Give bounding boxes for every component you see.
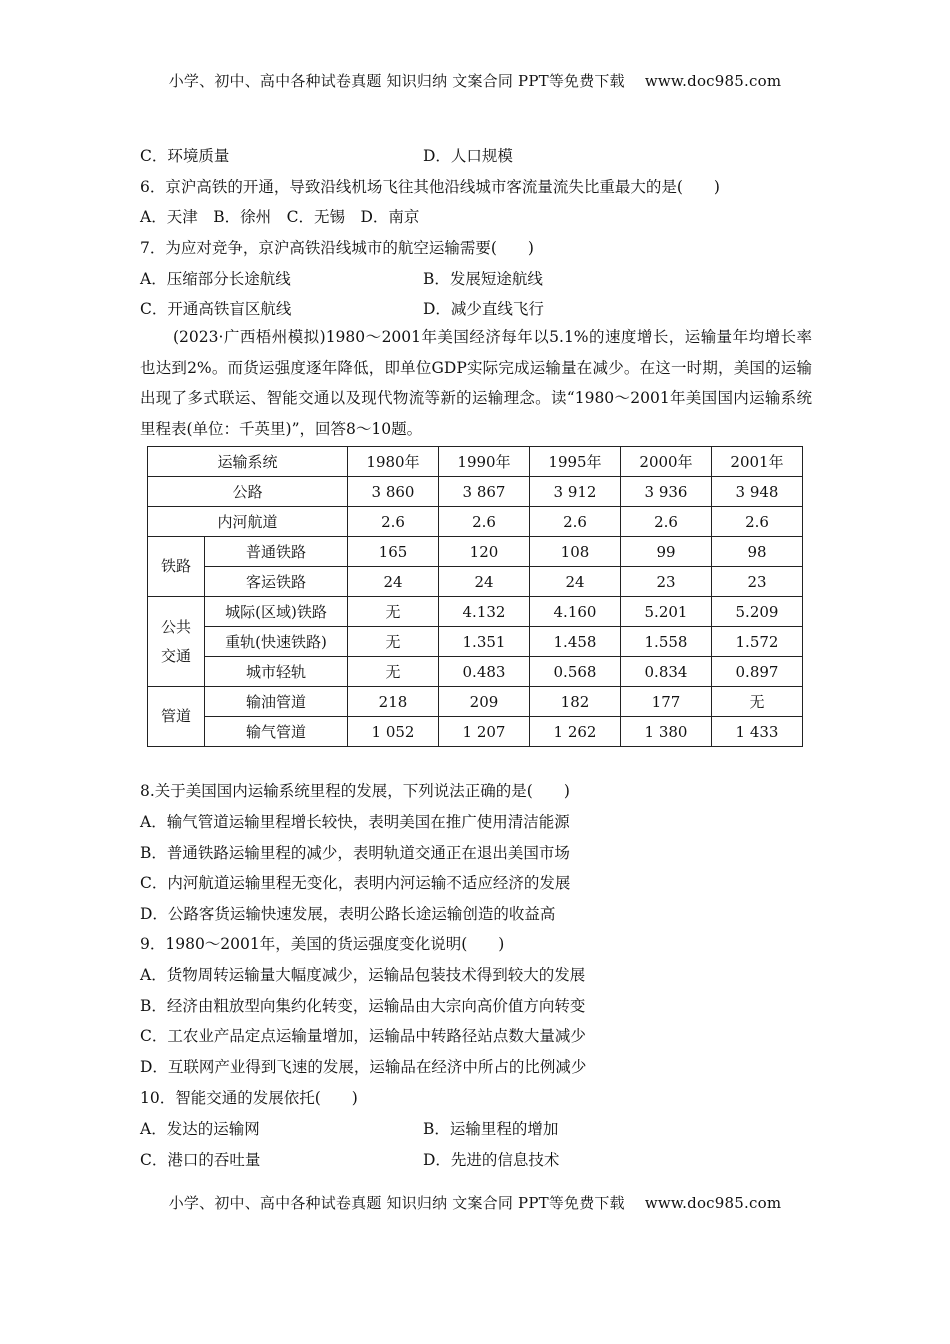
row-label: 输气管道 — [205, 717, 348, 747]
group-label — [148, 597, 205, 687]
table-row — [148, 627, 803, 657]
row-label: 公路 — [148, 477, 348, 507]
q7-option-a: A．压缩部分长途航线 — [140, 270, 291, 288]
row-label: 普通铁路 — [205, 537, 348, 567]
q9-stem: 9．1980～2001年，美国的货运强度变化说明( ) — [140, 935, 505, 953]
table-cell: 2.6 — [348, 507, 439, 537]
q10-option-b: B．运输里程的增加 — [423, 1120, 559, 1138]
row-label: 客运铁路 — [205, 567, 348, 597]
q7-option-b: B．发展短途航线 — [423, 270, 543, 288]
q6-stem: 6．京沪高铁的开通，导致沿线机场飞往其他沿线城市客流量流失比重最大的是( ) — [140, 178, 720, 196]
table-cell: 3 860 — [348, 477, 439, 507]
table-cell: 24 — [348, 567, 439, 597]
table-row — [148, 717, 803, 747]
mileage-table — [147, 446, 803, 747]
table-cell: 24 — [530, 567, 621, 597]
table-cell: 182 — [530, 687, 621, 717]
table-cell: 0.897 — [712, 657, 803, 687]
q8-option-c: C．内河航道运输里程无变化，表明内河运输不适应经济的发展 — [140, 874, 571, 892]
table-cell: 5.201 — [621, 597, 712, 627]
table-cell: 2.6 — [621, 507, 712, 537]
q9-option-d: D．互联网产业得到飞速的发展，运输品在经济中所占的比例减少 — [140, 1058, 587, 1076]
footer-text: 小学、初中、高中各种试卷真题 知识归纳 文案合同 PPT等免费下载 — [168, 1194, 625, 1212]
q10-option-c: C．港口的吞吐量 — [140, 1151, 261, 1169]
table-cell: 5.209 — [712, 597, 803, 627]
page-header — [0, 70, 950, 91]
table-cell: 3 912 — [530, 477, 621, 507]
row-label: 输油管道 — [205, 687, 348, 717]
q5-option-c: C．环境质量 — [140, 147, 230, 165]
table-row — [148, 597, 803, 627]
group-label-line1: 公共 — [160, 617, 191, 636]
table-cell: 3 948 — [712, 477, 803, 507]
row-label: 内河航道 — [148, 507, 348, 537]
table-header-cell: 1980年 — [348, 447, 439, 477]
table-cell: 1.572 — [712, 627, 803, 657]
q6-options: A．天津 B．徐州 C．无锡 D．南京 — [140, 208, 420, 226]
group-label: 铁路 — [148, 537, 205, 597]
table-cell: 4.132 — [439, 597, 530, 627]
row-label: 重轨(快速铁路) — [205, 627, 348, 657]
q10-option-a: A．发达的运输网 — [140, 1120, 260, 1138]
table-cell: 23 — [621, 567, 712, 597]
table-row — [148, 537, 803, 567]
q7-option-d: D．减少直线飞行 — [423, 300, 544, 318]
q10-stem: 10．智能交通的发展依托( ) — [140, 1089, 358, 1107]
table-row — [148, 477, 803, 507]
table-cell: 218 — [348, 687, 439, 717]
table-cell: 1.351 — [439, 627, 530, 657]
table-cell: 23 — [712, 567, 803, 597]
table-cell: 4.160 — [530, 597, 621, 627]
header-site: www.doc985.com — [644, 72, 782, 90]
q10-option-d: D．先进的信息技术 — [423, 1151, 560, 1169]
table-cell: 165 — [348, 537, 439, 567]
table-cell: 99 — [621, 537, 712, 567]
table-cell: 1 207 — [439, 717, 530, 747]
table-cell: 0.483 — [439, 657, 530, 687]
table-cell: 1 262 — [530, 717, 621, 747]
table-cell: 1.558 — [621, 627, 712, 657]
table-cell: 无 — [712, 687, 803, 717]
table-header-cell: 1990年 — [439, 447, 530, 477]
table-cell: 98 — [712, 537, 803, 567]
table-header-cell: 2000年 — [621, 447, 712, 477]
passage — [140, 322, 812, 444]
header-text: 小学、初中、高中各种试卷真题 知识归纳 文案合同 PPT等免费下载 — [168, 72, 625, 90]
table-row — [148, 507, 803, 537]
q7-stem: 7．为应对竞争，京沪高铁沿线城市的航空运输需要( ) — [140, 239, 534, 257]
table-header-cell: 运输系统 — [148, 447, 348, 477]
q8-stem: 8.关于美国国内运输系统里程的发展，下列说法正确的是( ) — [140, 782, 570, 800]
group-label: 管道 — [148, 687, 205, 747]
table-cell: 1 380 — [621, 717, 712, 747]
table-header-row — [148, 447, 803, 477]
passage-text: (2023·广西梧州模拟)1980～2001年美国经济每年以5.1%的速度增长，运输量年均增长率也达到2%。而货运强度逐年降低，即单位GDP实际完成运输量在减少。在这一时期，美国的运输出现了多式联运、智能交通以及现代物流等新的运输理念。读“1980～2001年美国国内运输系统里程表(单位：千英里)”，回答8～10题。 — [140, 328, 812, 438]
table-header-cell: 2001年 — [712, 447, 803, 477]
table-row — [148, 687, 803, 717]
q9-option-b: B．经济由粗放型向集约化转变，运输品由大宗向高价值方向转变 — [140, 997, 586, 1015]
table-cell: 108 — [530, 537, 621, 567]
table-cell: 3 936 — [621, 477, 712, 507]
q8-option-a: A．输气管道运输里程增长较快，表明美国在推广使用清洁能源 — [140, 813, 570, 831]
q9-option-c: C．工农业产品定点运输量增加，运输品中转路径站点数大量减少 — [140, 1027, 586, 1045]
q9-option-a: A．货物周转运输量大幅度减少，运输品包装技术得到较大的发展 — [140, 966, 586, 984]
table-cell: 24 — [439, 567, 530, 597]
table-cell: 无 — [348, 657, 439, 687]
footer-site: www.doc985.com — [644, 1194, 782, 1212]
table-cell: 1.458 — [530, 627, 621, 657]
q5-option-d: D．人口规模 — [423, 147, 513, 165]
table-cell: 无 — [348, 597, 439, 627]
row-label: 城际(区域)铁路 — [205, 597, 348, 627]
table-cell: 0.568 — [530, 657, 621, 687]
table-cell: 2.6 — [712, 507, 803, 537]
table-cell: 2.6 — [439, 507, 530, 537]
table-cell: 177 — [621, 687, 712, 717]
table-cell: 3 867 — [439, 477, 530, 507]
table-cell: 无 — [348, 627, 439, 657]
table-row — [148, 567, 803, 597]
table-cell: 2.6 — [530, 507, 621, 537]
q8-option-b: B．普通铁路运输里程的减少，表明轨道交通正在退出美国市场 — [140, 844, 570, 862]
row-label: 城市轻轨 — [205, 657, 348, 687]
q7-option-c: C．开通高铁盲区航线 — [140, 300, 292, 318]
page-footer — [0, 1192, 950, 1213]
q8-option-d: D．公路客货运输快速发展，表明公路长途运输创造的收益高 — [140, 905, 556, 923]
table-header-cell: 1995年 — [530, 447, 621, 477]
table-row — [148, 657, 803, 687]
table-cell: 1 052 — [348, 717, 439, 747]
table-cell: 0.834 — [621, 657, 712, 687]
table-cell: 1 433 — [712, 717, 803, 747]
table-cell: 120 — [439, 537, 530, 567]
group-label-line2: 交通 — [160, 646, 191, 665]
table-cell: 209 — [439, 687, 530, 717]
